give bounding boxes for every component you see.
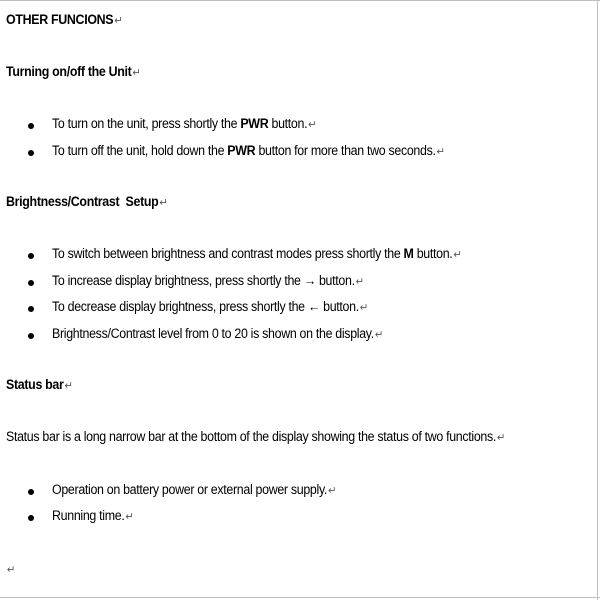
bullet-dot [28, 515, 34, 521]
return-mark: ↵ [359, 302, 368, 314]
empty-paragraph [6, 561, 15, 576]
item-text: Running time. [52, 508, 125, 523]
item-text: To turn off the unit, hold down the [52, 143, 228, 158]
return-mark: ↵ [374, 329, 383, 341]
list-item [52, 482, 336, 497]
return-mark: ↵ [64, 380, 73, 392]
paragraph-text: Status bar is a long narrow bar at the bottom of the display showing the status of two functions. [6, 429, 497, 444]
return-mark: ↵ [125, 511, 134, 523]
item-text: To decrease display brightness, press shortly the ← button. [52, 299, 359, 314]
bullet-dot [28, 150, 34, 156]
bullet-dot [28, 123, 34, 129]
list-item [52, 143, 445, 158]
list-item [52, 273, 364, 288]
title-text: OTHER FUNCIONS [6, 12, 114, 27]
return-mark: ↵ [159, 197, 168, 209]
page-border-right [597, 0, 598, 600]
list-item [52, 246, 462, 261]
list-item [52, 326, 383, 341]
return-mark: ↵ [496, 432, 506, 444]
item-text: Brightness/Contrast level from 0 to 20 is shown on the display. [52, 326, 374, 341]
page-border-top [0, 0, 600, 1]
section-heading-brightness [6, 194, 168, 209]
heading-text: Brightness/Contrast Setup [6, 194, 159, 209]
bullet-dot [28, 333, 34, 339]
section-heading-status-bar [6, 377, 73, 392]
item-bold-text: M [403, 246, 414, 261]
bullet-dot [28, 280, 34, 286]
item-bold-text: PWR [240, 116, 269, 131]
list-item [52, 116, 316, 131]
item-text: button. [268, 116, 308, 131]
item-text: button for more than two seconds. [255, 143, 436, 158]
return-mark: ↵ [6, 564, 16, 576]
item-text: To turn on the unit, press shortly the [52, 116, 241, 131]
status-bar-paragraph [6, 429, 505, 444]
section-heading-power [6, 64, 141, 79]
return-mark: ↵ [308, 119, 317, 131]
return-mark: ↵ [327, 485, 337, 497]
return-mark: ↵ [453, 249, 462, 261]
return-mark: ↵ [132, 67, 141, 79]
return-mark: ↵ [436, 146, 445, 158]
bullet-dot [28, 306, 34, 312]
heading-text: Turning on/off the Unit [6, 64, 132, 79]
bullet-dot [28, 253, 34, 259]
item-text: To switch between brightness and contrast modes press shortly the [52, 246, 404, 261]
item-text: Operation on battery power or external power supply. [52, 482, 328, 497]
item-text: To increase display brightness, press shortly the → button. [52, 273, 355, 288]
item-bold-text: PWR [227, 143, 256, 158]
list-item [52, 508, 134, 523]
heading-text: Status bar [6, 377, 64, 392]
page-border-bottom [0, 597, 600, 598]
bullet-dot [28, 489, 34, 495]
return-mark: ↵ [114, 15, 123, 27]
list-item [52, 299, 368, 314]
item-text: button. [413, 246, 453, 261]
document-title [6, 12, 122, 27]
return-mark: ↵ [355, 276, 364, 288]
